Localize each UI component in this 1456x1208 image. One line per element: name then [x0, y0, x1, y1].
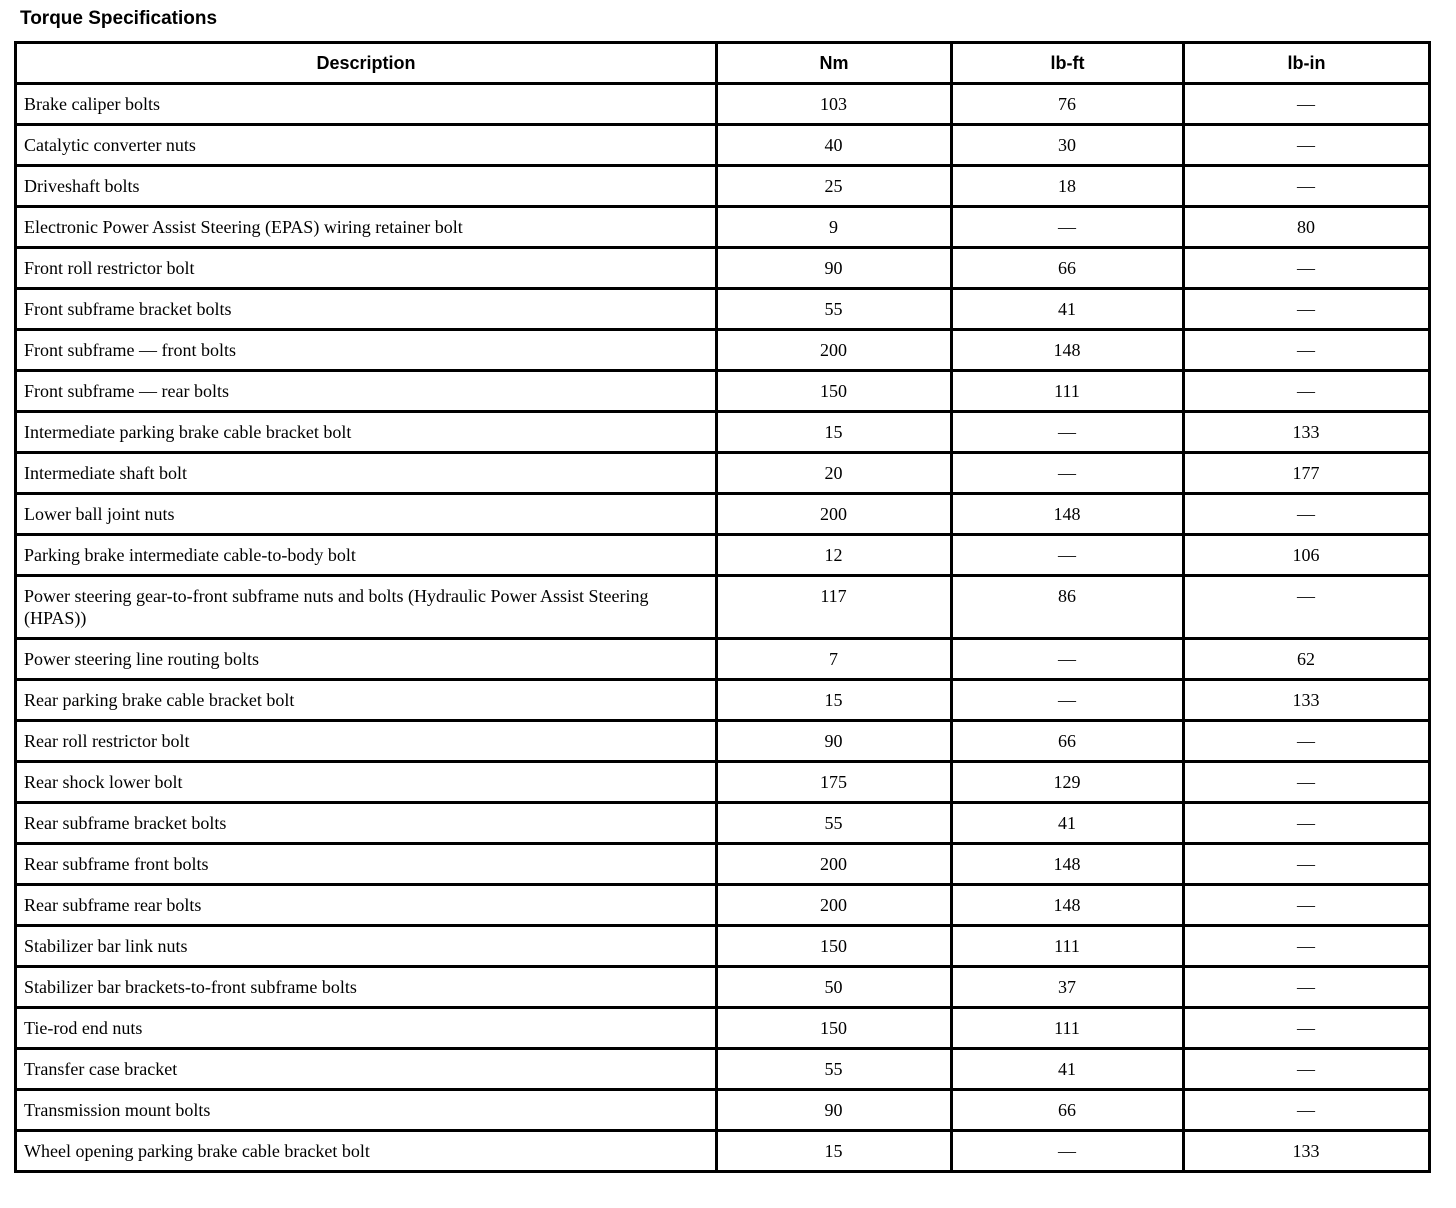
row-description: Brake caliper bolts	[16, 84, 717, 125]
row-lb-ft-value: 148	[952, 844, 1184, 885]
table-row	[16, 576, 1430, 639]
row-lb-in-value: 80	[1184, 207, 1430, 248]
row-description: Parking brake intermediate cable-to-body bolt	[16, 535, 717, 576]
row-lb-ft-value: 41	[952, 289, 1184, 330]
row-lb-ft-value: 148	[952, 885, 1184, 926]
row-lb-ft-value: 129	[952, 762, 1184, 803]
table-row	[16, 289, 1430, 330]
row-lb-ft-value: 30	[952, 125, 1184, 166]
table-row	[16, 762, 1430, 803]
row-lb-ft-value: 66	[952, 248, 1184, 289]
row-lb-ft-value: 37	[952, 967, 1184, 1008]
row-description: Stabilizer bar link nuts	[16, 926, 717, 967]
row-description: Rear shock lower bolt	[16, 762, 717, 803]
row-lb-in-value: 133	[1184, 680, 1430, 721]
row-lb-ft-value: —	[952, 453, 1184, 494]
table-row	[16, 494, 1430, 535]
row-nm-value: 9	[717, 207, 952, 248]
row-description: Lower ball joint nuts	[16, 494, 717, 535]
row-lb-ft-value: —	[952, 639, 1184, 680]
row-nm-value: 90	[717, 248, 952, 289]
column-header-description: Description	[16, 43, 717, 84]
row-lb-ft-value: —	[952, 412, 1184, 453]
row-description: Rear roll restrictor bolt	[16, 721, 717, 762]
page-title: Torque Specifications	[20, 8, 218, 29]
table-row	[16, 330, 1430, 371]
table-row	[16, 535, 1430, 576]
row-lb-ft-value: 66	[952, 721, 1184, 762]
row-lb-in-value: 62	[1184, 639, 1430, 680]
row-lb-in-value: —	[1184, 926, 1430, 967]
row-lb-in-value: 133	[1184, 412, 1430, 453]
table-row	[16, 1090, 1430, 1131]
table-row	[16, 1049, 1430, 1090]
column-header-lb-ft: lb-ft	[952, 43, 1184, 84]
row-description: Rear subframe rear bolts	[16, 885, 717, 926]
row-lb-ft-value: 111	[952, 371, 1184, 412]
table-body	[16, 84, 1430, 1172]
table-header-row	[16, 43, 1430, 84]
table-row	[16, 166, 1430, 207]
row-description: Driveshaft bolts	[16, 166, 717, 207]
row-description: Rear subframe bracket bolts	[16, 803, 717, 844]
row-description: Rear parking brake cable bracket bolt	[16, 680, 717, 721]
row-lb-ft-value: 76	[952, 84, 1184, 125]
row-lb-in-value: —	[1184, 248, 1430, 289]
table-row	[16, 639, 1430, 680]
row-nm-value: 90	[717, 721, 952, 762]
row-nm-value: 40	[717, 125, 952, 166]
row-description: Intermediate shaft bolt	[16, 453, 717, 494]
row-nm-value: 103	[717, 84, 952, 125]
row-lb-in-value: —	[1184, 330, 1430, 371]
row-lb-in-value: 133	[1184, 1131, 1430, 1172]
table-row	[16, 84, 1430, 125]
row-description: Catalytic converter nuts	[16, 125, 717, 166]
table-row	[16, 926, 1430, 967]
row-lb-ft-value: 66	[952, 1090, 1184, 1131]
row-description: Rear subframe front bolts	[16, 844, 717, 885]
row-description: Tie-rod end nuts	[16, 1008, 717, 1049]
row-lb-ft-value: 111	[952, 1008, 1184, 1049]
row-lb-in-value: —	[1184, 803, 1430, 844]
row-nm-value: 15	[717, 412, 952, 453]
row-lb-ft-value: 18	[952, 166, 1184, 207]
row-lb-ft-value: 111	[952, 926, 1184, 967]
row-lb-ft-value: 86	[952, 576, 1184, 639]
row-description: Intermediate parking brake cable bracket bolt	[16, 412, 717, 453]
row-nm-value: 55	[717, 803, 952, 844]
table-row	[16, 680, 1430, 721]
column-header-lb-in: lb-in	[1184, 43, 1430, 84]
row-lb-in-value: —	[1184, 1008, 1430, 1049]
row-lb-in-value: —	[1184, 494, 1430, 535]
row-description: Front subframe — front bolts	[16, 330, 717, 371]
table-row	[16, 721, 1430, 762]
row-lb-in-value: —	[1184, 289, 1430, 330]
row-description: Front roll restrictor bolt	[16, 248, 717, 289]
row-description: Transmission mount bolts	[16, 1090, 717, 1131]
row-description: Transfer case bracket	[16, 1049, 717, 1090]
table-row	[16, 412, 1430, 453]
row-nm-value: 55	[717, 289, 952, 330]
table-row	[16, 371, 1430, 412]
row-lb-in-value: —	[1184, 1049, 1430, 1090]
row-lb-in-value: —	[1184, 885, 1430, 926]
row-lb-ft-value: 41	[952, 803, 1184, 844]
row-lb-in-value: —	[1184, 576, 1430, 639]
row-lb-in-value: —	[1184, 967, 1430, 1008]
row-nm-value: 90	[717, 1090, 952, 1131]
table-row	[16, 803, 1430, 844]
row-nm-value: 117	[717, 576, 952, 639]
row-lb-ft-value: 41	[952, 1049, 1184, 1090]
row-lb-ft-value: —	[952, 535, 1184, 576]
row-description: Front subframe — rear bolts	[16, 371, 717, 412]
table-row	[16, 885, 1430, 926]
row-nm-value: 175	[717, 762, 952, 803]
row-lb-in-value: —	[1184, 1090, 1430, 1131]
row-lb-in-value: —	[1184, 762, 1430, 803]
row-description: Electronic Power Assist Steering (EPAS) wiring retainer bolt	[16, 207, 717, 248]
row-nm-value: 50	[717, 967, 952, 1008]
row-nm-value: 150	[717, 371, 952, 412]
row-lb-ft-value: —	[952, 207, 1184, 248]
table-row	[16, 967, 1430, 1008]
row-nm-value: 200	[717, 494, 952, 535]
row-nm-value: 12	[717, 535, 952, 576]
row-description: Power steering gear-to-front subframe nuts and bolts (Hydraulic Power Assist Steering (HPAS))	[16, 576, 717, 639]
row-lb-in-value: —	[1184, 371, 1430, 412]
row-nm-value: 15	[717, 680, 952, 721]
table-row	[16, 844, 1430, 885]
row-lb-in-value: —	[1184, 166, 1430, 207]
row-lb-in-value: 106	[1184, 535, 1430, 576]
table-row	[16, 453, 1430, 494]
torque-specifications-table	[14, 41, 1431, 1173]
row-lb-ft-value: 148	[952, 494, 1184, 535]
row-lb-in-value: —	[1184, 721, 1430, 762]
row-lb-ft-value: —	[952, 1131, 1184, 1172]
row-nm-value: 15	[717, 1131, 952, 1172]
row-nm-value: 20	[717, 453, 952, 494]
row-lb-in-value: 177	[1184, 453, 1430, 494]
table-row	[16, 1131, 1430, 1172]
row-lb-in-value: —	[1184, 84, 1430, 125]
row-nm-value: 200	[717, 330, 952, 371]
column-header-nm: Nm	[717, 43, 952, 84]
row-lb-in-value: —	[1184, 125, 1430, 166]
row-nm-value: 200	[717, 844, 952, 885]
table-row	[16, 207, 1430, 248]
row-description: Power steering line routing bolts	[16, 639, 717, 680]
row-description: Stabilizer bar brackets-to-front subframe bolts	[16, 967, 717, 1008]
table-row	[16, 125, 1430, 166]
row-description: Front subframe bracket bolts	[16, 289, 717, 330]
row-nm-value: 55	[717, 1049, 952, 1090]
row-nm-value: 150	[717, 1008, 952, 1049]
row-description: Wheel opening parking brake cable bracket bolt	[16, 1131, 717, 1172]
row-lb-in-value: —	[1184, 844, 1430, 885]
table-row	[16, 248, 1430, 289]
row-lb-ft-value: 148	[952, 330, 1184, 371]
row-lb-ft-value: —	[952, 680, 1184, 721]
row-nm-value: 25	[717, 166, 952, 207]
row-nm-value: 7	[717, 639, 952, 680]
table-row	[16, 1008, 1430, 1049]
row-nm-value: 200	[717, 885, 952, 926]
row-nm-value: 150	[717, 926, 952, 967]
